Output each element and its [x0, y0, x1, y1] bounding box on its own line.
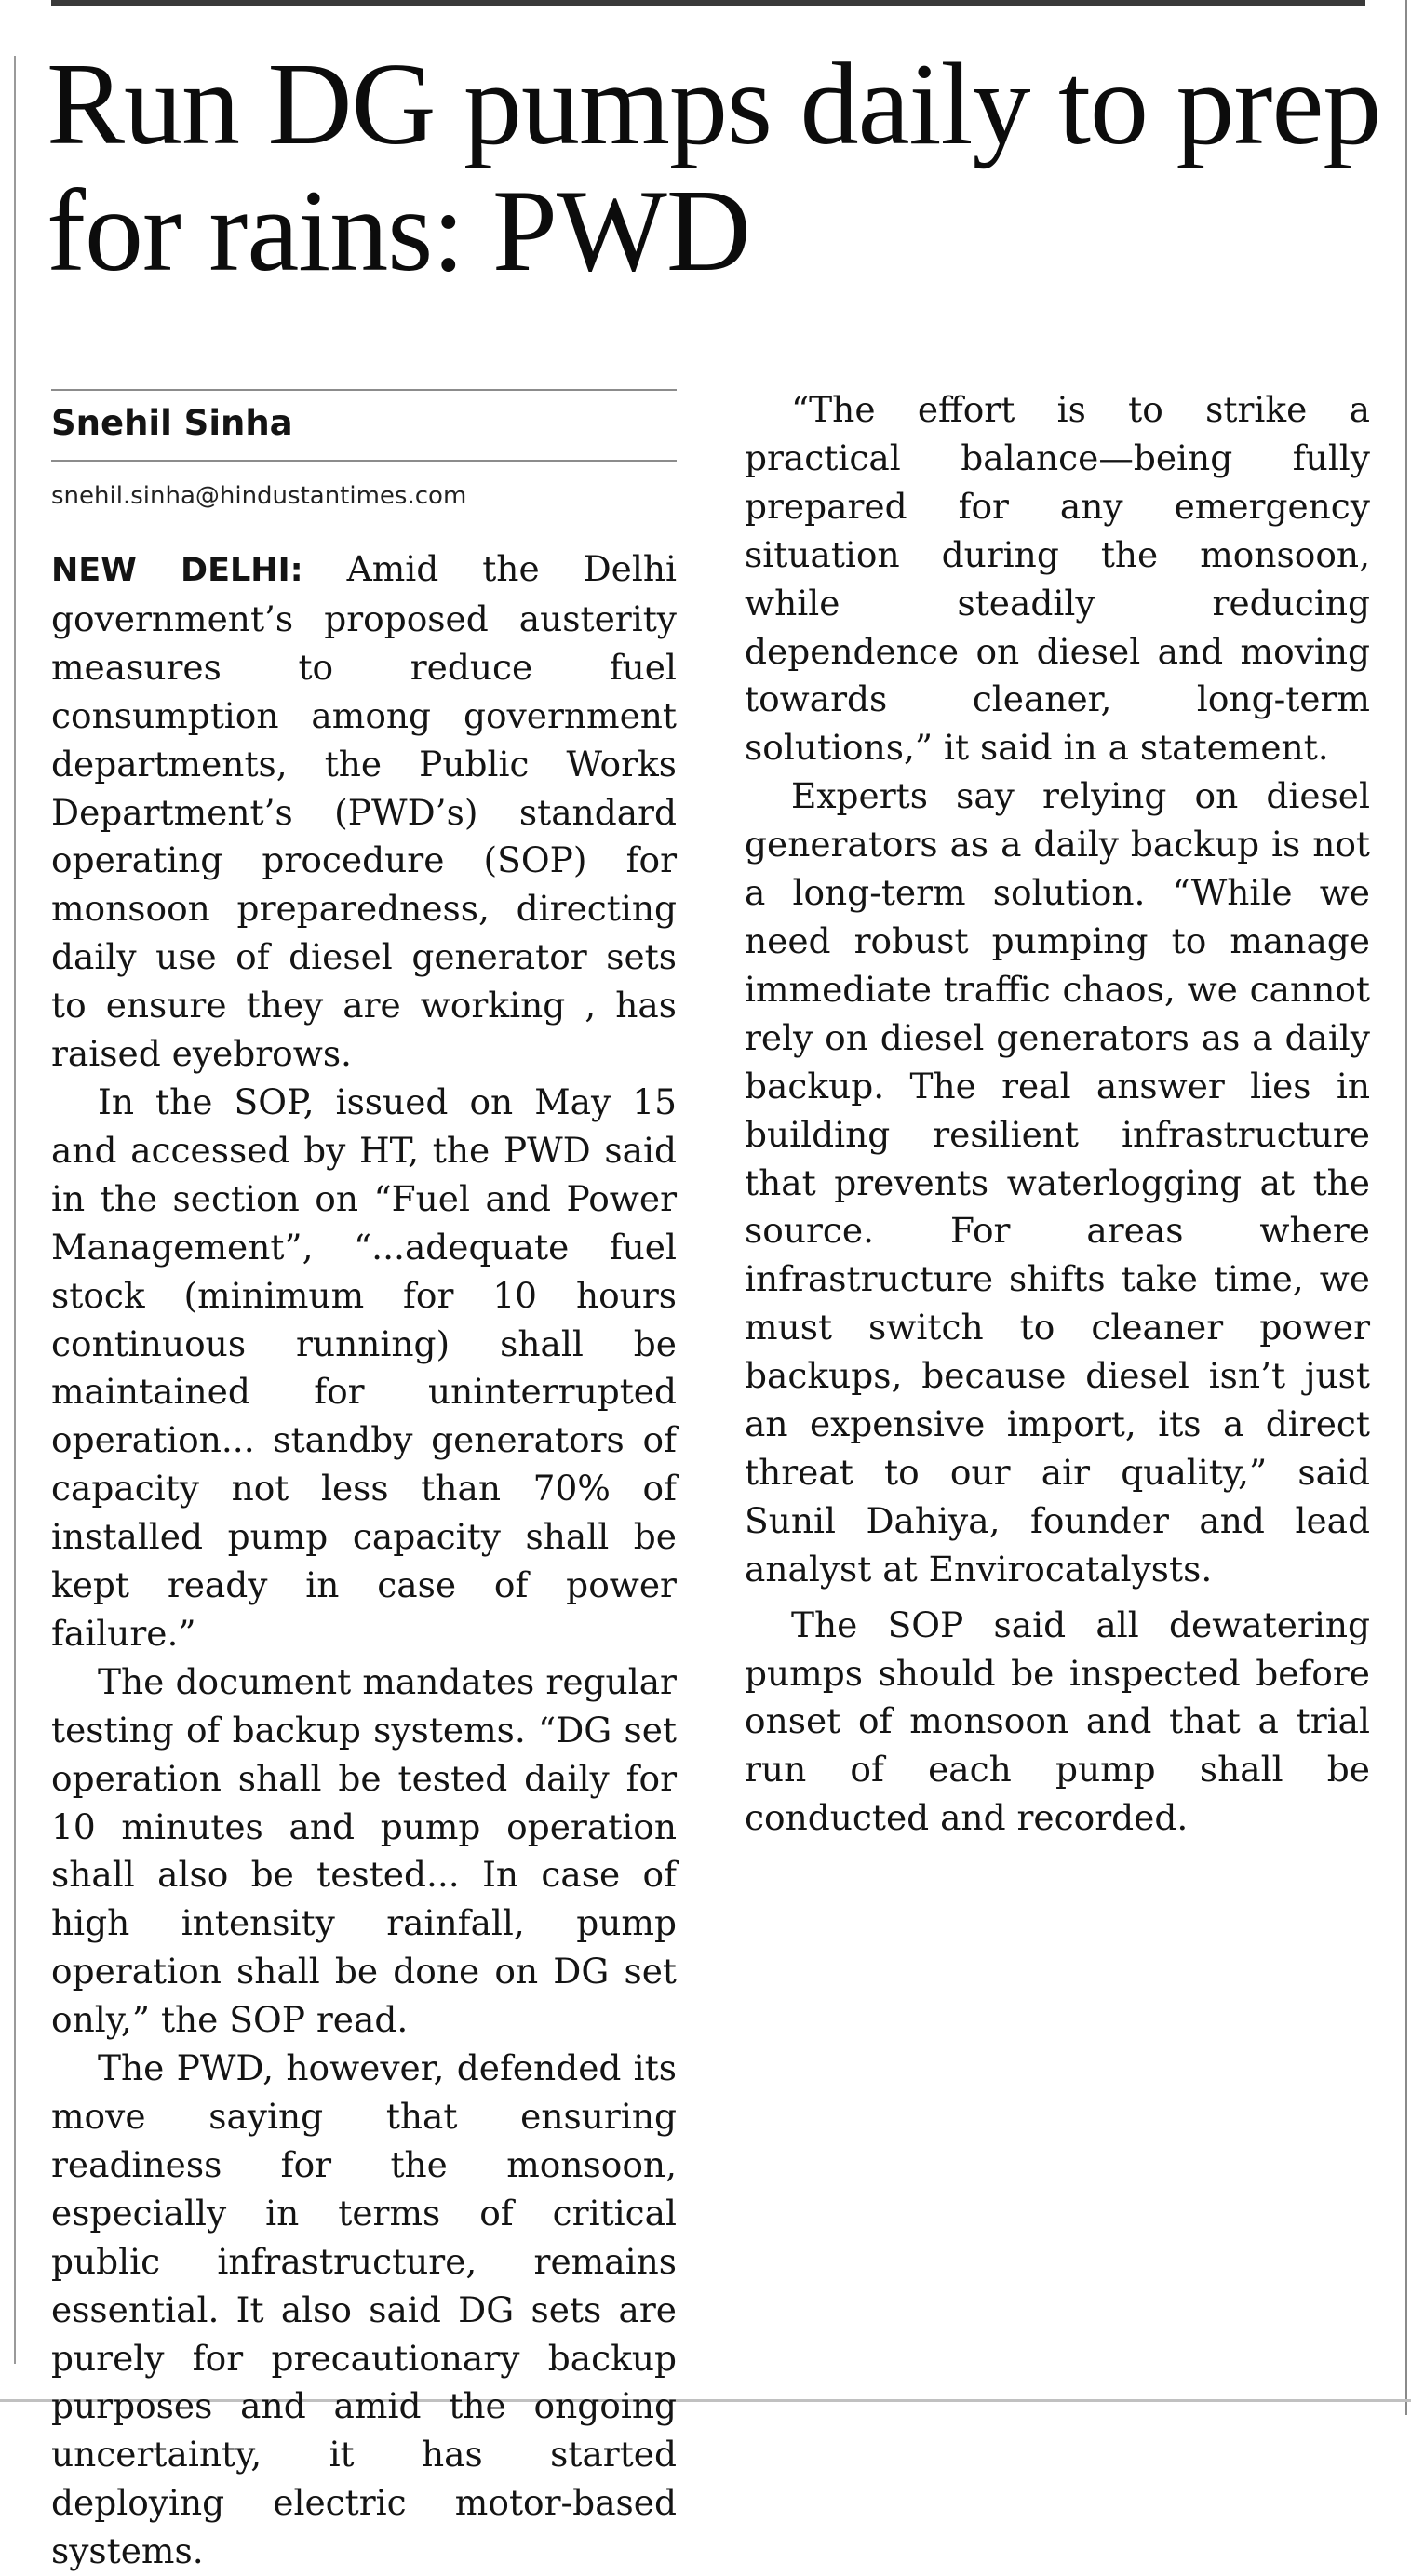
article-paragraph-5: “The effort is to strike a practical balance—being fully prepared for any emergency situation during the monsoon, while steadily reducing dependence on diesel and moving towards cleaner, long-term solutions,” it said in a statement. [745, 389, 1370, 769]
article-paragraph-2: In the SOP, issued on May 15 and accessed by HT, the PWD said in the section on “Fuel and Power Management”, “...adequate fuel stock (minimum for 10 hours continuous running) shall be maintained for uninterrupted operation... standby generators of capacity not less than 70% of installed pump capacity shall be kept ready in case of power failure.” [51, 1080, 677, 1654]
article-paragraph-4: The PWD, however, defended its move saying that ensuring readiness for the monsoon, especially in terms of critical public infrastructure, remains essential. It also said DG sets are purely for precautionary backup purposes and amid the ongoing uncertainty, it has started deploying electric motor-based systems. [51, 2047, 677, 2572]
right-border-rule [1405, 0, 1407, 2415]
article-dateline: NEW DELHI: [51, 552, 303, 589]
paragraph-1-text: Amid the Delhi government’s proposed austerity measures to reduce fuel consumption among government departments, the Public Works Department’s (PWD’s) standard operating procedure (SOP) for monsoon preparedness, directing daily use of diesel generator sets to ensure they are working , has raised eyebrows. [51, 548, 678, 1075]
byline-author-name: Snehil Sinha [51, 403, 293, 443]
byline-author-email: snehil.sinha@hindustantimes.com [51, 482, 467, 510]
article-paragraph-3: The document mandates regular testing of backup systems. “DG set operation shall be tested daily for 10 minutes and pump operation shall also be tested... In case of high intensity rainfall, pump operation shall be done on DG set only,” the SOP read. [51, 1660, 677, 2041]
byline-top-divider [51, 389, 677, 391]
article-paragraph-1 [51, 545, 677, 1079]
article-headline: Run DG pumps daily to prep for rains: PWD [47, 40, 1381, 296]
article-paragraph-7: The SOP said all dewatering pumps should be inspected before onset of monsoon and that a trial run of each pump shall be conducted and recorded. [745, 1603, 1370, 1839]
article-column-right [745, 386, 1370, 1843]
byline-bottom-divider [51, 460, 677, 462]
left-border-rule [14, 56, 16, 2364]
top-border-rule [51, 0, 1365, 6]
article-column-left [51, 545, 677, 2576]
article-paragraph-6: Experts say relying on diesel generators as a daily backup is not a long-term solution. “While we need robust pumping to manage immediate traffic chaos, we cannot rely on diesel generators as a daily backup. The real answer lies in building resilient infrastructure that prevents waterlogging at the source. For areas where infrastructure shifts take time, we must switch to cleaner power backups, because diesel isn’t just an expensive import, its a direct threat to our air quality,” said Sunil Dahiya, founder and lead analyst at Envirocatalysts. [745, 775, 1370, 1590]
